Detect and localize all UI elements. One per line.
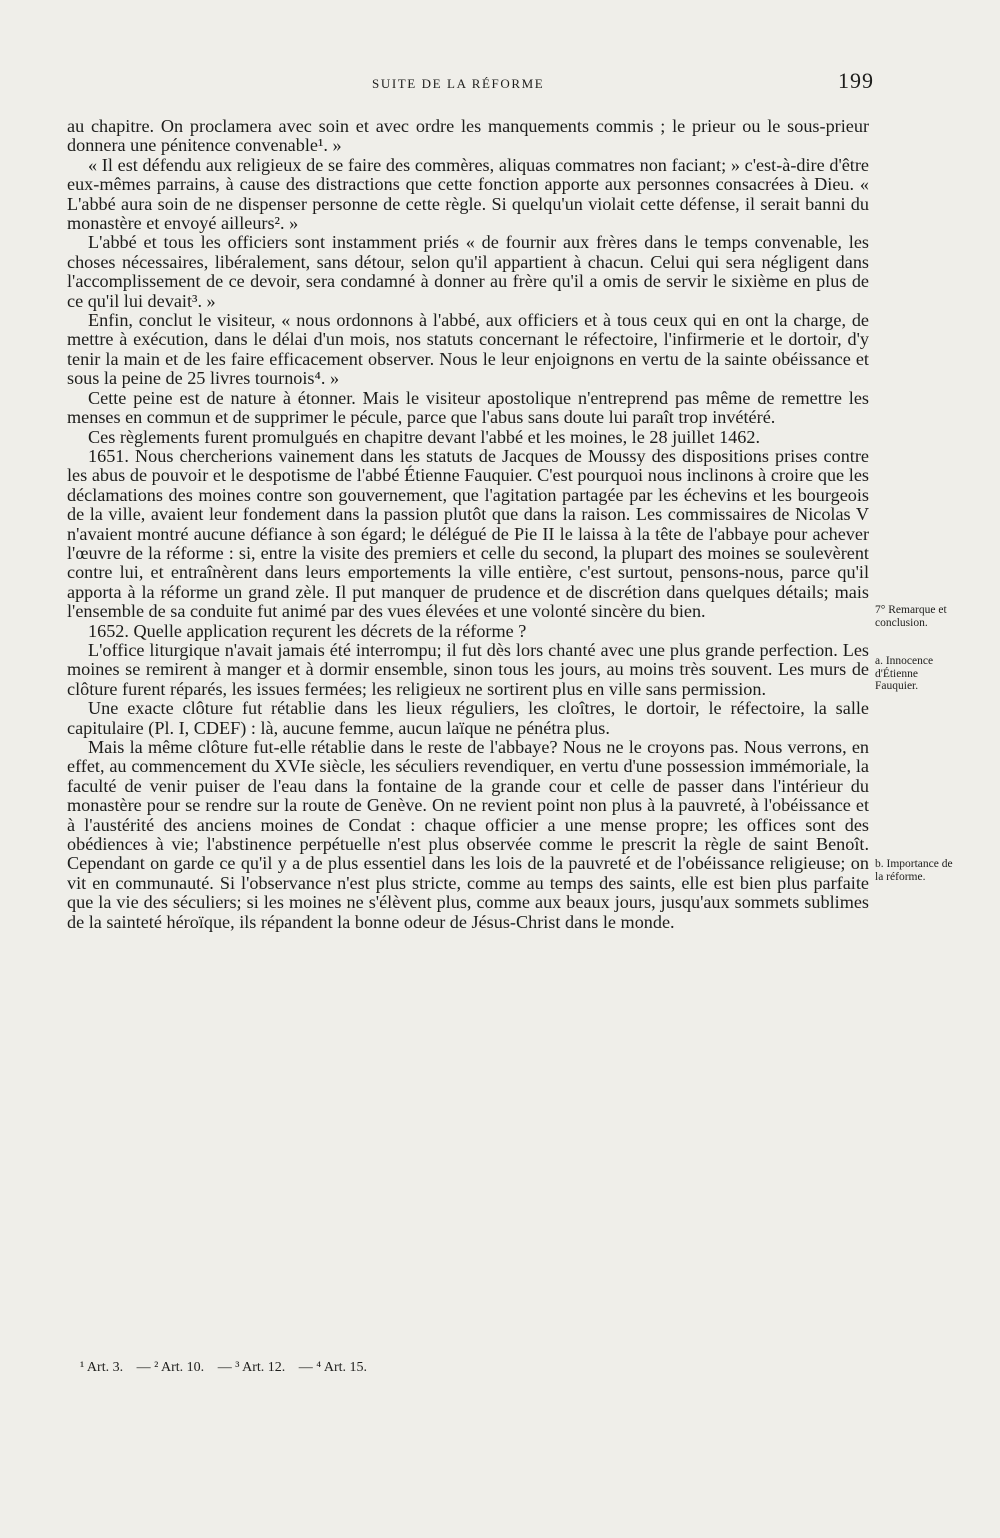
footnote: — ⁴ Art. 15. (298, 1360, 368, 1375)
paragraph: L'abbé et tous les officiers sont instamment priés « de fournir aux frères dans le temps convenable, les choses nécessaires, libéralement, sans détour, selon qu'il appartient à chacun. Celui qui sera négligent dans l'accomplissement de ce devoir, sera condamné à donner au frère qu'il a omis de servir le sixième en plus de ce qu'il lui devait³. » (67, 232, 869, 311)
margin-note-importance: b. Importance de la réforme. (875, 858, 953, 883)
paragraph: Ces règlements furent promulgués en chapitre devant l'abbé et les moines, le 28 juillet 1462. (88, 426, 760, 447)
footnotes (80, 1360, 780, 1376)
paragraph: « Il est défendu aux religieux de se faire des commères, aliquas commatres non faciant; » c'est-à-dire d'être eux-mêmes parrains, à cause des distractions que cette fonction apporte aux personnes consacrées à Dieu. « L'abbé aura soin de ne dispenser personne de cette règle. Si quelqu'un violait cette défense, il serait banni du monastère et envoyé ailleurs². » (67, 154, 869, 234)
footnote: ¹ Art. 3. (80, 1360, 124, 1375)
margin-note-innocence: a. Innocence d'Étienne Fauquier. (875, 655, 934, 692)
page-number: 199 (838, 68, 874, 93)
paragraph: L'office liturgique n'avait jamais été interrompu; il fut dès lors chanté avec une plus grande perfection. Les moines se remirent à manger et à dormir ensemble, sinon tous les jours, au moins très souvent. Les murs de clôture furent réparés, les issues fermées; les religieux ne sortirent plus en ville sans permission. (67, 639, 869, 699)
paragraph: 1651. Nous chercherions vainement dans les statuts de Jacques de Moussy des dispositions prises contre les abus de pouvoir et le despotisme de l'abbé Étienne Fauquier. C'est pourquoi nous inclinons à croire que les déclamations des moines contre son gouvernement, que l'agitation partagée par les échevins et les bourgeois de la ville, avaient leur fondement dans la passion plutôt que dans la raison. Les commissaires de Nicolas V n'avaient montré aucune défiance à son égard; le délégué de Pie II le laissa à la tête de l'abbaye pour achever l'œuvre de la réforme : si, entre la visite des premiers et celle du second, la plupart des moines se soulevèrent contre lui, et entraînèrent dans leurs emportements la ville entière, c'est surtout, pensons-nous, parce qu'il apporta à la réforme un grand zèle. Il put manquer de prudence et de discrétion dans quelques détails; mais l'ensemble de sa conduite fut animé par des vues élevées et une volonté sincère du bien. (67, 445, 869, 622)
running-title: SUITE DE LA RÉFORME (372, 76, 545, 91)
paragraph: Enfin, conclut le visiteur, « nous ordonnons à l'abbé, aux officiers et à tous ceux qui en ont la charge, de mettre à exécution, dans le délai d'un mois, nos statuts concernant le réfectoire, l'infirmerie et le dortoir, d'y tenir la main et de les faire efficacement observer. Nous le leur enjoignons en vertu de la sainte obéissance et sous la peine de 25 livres tournois⁴. » (67, 310, 869, 389)
paragraph: Mais la même clôture fut-elle rétablie dans le reste de l'abbaye? Nous ne le croyons pas. Nous verrons, en effet, au commencement du XVIe siècle, les séculiers revendiquer, en vertu d'une possession immémoriale, la faculté de venir puiser de l'eau dans la fontaine de la grande cour et celle de passer dans l'intérieur du monastère pour se rendre sur la route de Genève. On ne revient point non plus à la pauvreté, à l'obéissance et à l'austérité des anciens moines de Condat : chaque officier a une mense propre; les offices sont des obédiences à vie; l'abstinence perpétuelle n'est plus observée comme le prescrit la règle de saint Benoît. Cependant on garde ce qu'il y a de plus essentiel dans les lois de la pauvreté et de l'obéissance religieuse; on vit en communauté. Si l'observance n'est plus stricte, comme au temps des saints, elle est bien plus parfaite que la vie des séculiers; si les moines ne s'élèvent plus, comme aux beaux jours, jusqu'aux sommets sublimes de la sainteté héroïque, ils répandent la bonne odeur de Jésus-Christ dans le monde. (67, 737, 869, 932)
paragraph: Une exacte clôture fut rétablie dans les lieux réguliers, les cloîtres, le dortoir, le réfectoire, la salle capitulaire (Pl. I, CDEF) : là, aucune femme, aucun laïque ne pénétra plus. (67, 698, 869, 738)
paragraph: au chapitre. On proclamera avec soin et avec ordre les manquements commis ; le prieur ou le sous-prieur donnera une pénitence convenable¹. » (67, 116, 869, 156)
running-head (0, 68, 1000, 98)
footnote: — ² Art. 10. (136, 1360, 205, 1375)
main-text (67, 117, 869, 932)
paragraph: 1652. Quelle application reçurent les décrets de la réforme ? (88, 620, 527, 641)
margin-note-remarque: 7° Remarque et conclusion. (875, 604, 947, 629)
footnote: — ³ Art. 12. (217, 1360, 286, 1375)
paragraph: Cette peine est de nature à étonner. Mais le visiteur apostolique n'entreprend pas même de remettre les menses en commun et de supprimer le pécule, parce que l'abus sans doute lui paraît trop invétéré. (67, 387, 869, 428)
